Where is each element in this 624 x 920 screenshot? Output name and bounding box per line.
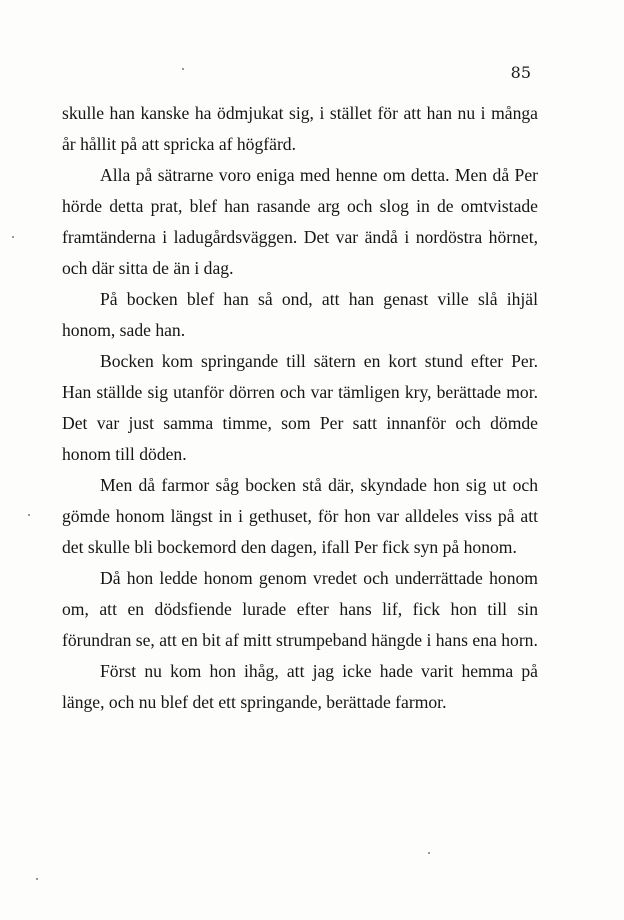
paragraph: Först nu kom hon ihåg, att jag icke hade varit hemma på länge, och nu blef det ett springande, berättade farmor. — [62, 661, 538, 712]
paper-speck — [428, 852, 430, 854]
paragraph: Bocken kom springande till sätern en kort stund efter Per. Han ställde sig utanför dörren och var tämligen kry, berättade mor. Det var just samma timme, som Per satt innanför och dömde honom till döden. — [62, 351, 538, 464]
paper-speck — [28, 514, 30, 516]
paper-speck — [12, 236, 14, 238]
paper-speck — [36, 878, 38, 880]
paper-speck — [182, 68, 184, 70]
paragraph: Då hon ledde honom genom vredet och underrättade honom om, att en dödsfiende lurade efter hans lif, fick hon till sin förundran se, att en bit af mitt strumpeband hängde i hans ena horn. — [62, 568, 538, 650]
page-number: 85 — [510, 63, 531, 82]
paragraph: Men då farmor såg bocken stå där, skyndade hon sig ut och gömde honom längst in i gethuset, för hon var alldeles viss på att det skulle bli bockemord den dagen, ifall Per fick syn på honom. — [62, 475, 538, 557]
paragraph: På bocken blef han så ond, att han genast ville slå ihjäl honom, sade han. — [62, 289, 538, 340]
body-text — [62, 98, 538, 718]
paragraph-continuation: skulle han kanske ha ödmjukat sig, i stället för att han nu i många år hållit på att spricka af högfärd. — [62, 103, 538, 154]
paragraph: Alla på sätrarne voro eniga med henne om detta. Men då Per hörde detta prat, blef han rasande arg och slog in de omtvistade framtänderna i ladugårdsväggen. Det var ändå i nordöstra hörnet, och där sitta de än i dag. — [62, 165, 538, 278]
